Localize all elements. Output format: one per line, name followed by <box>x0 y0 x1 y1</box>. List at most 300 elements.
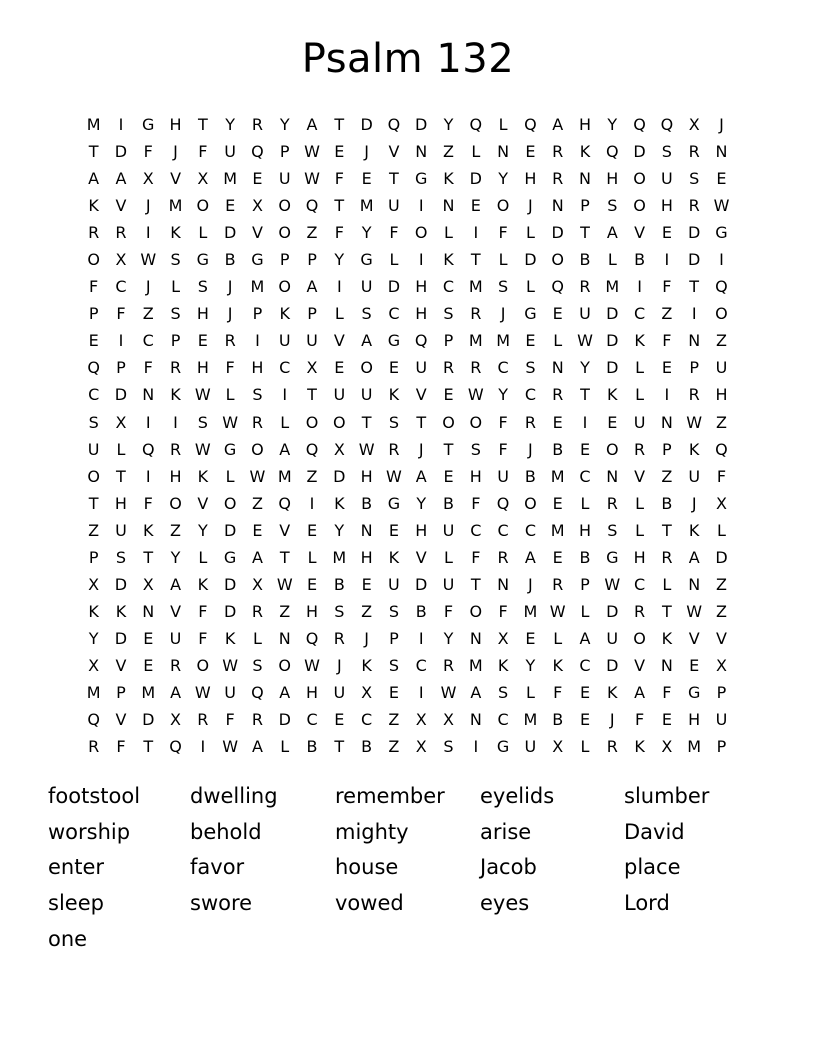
grid-cell-r7c18: Q <box>551 277 564 297</box>
grid-cell-r11c3: N <box>142 385 155 405</box>
grid-cell-r3c12: T <box>389 169 399 189</box>
grid-cell-r11c19: T <box>580 385 590 405</box>
grid-cell-r16c23: K <box>688 520 700 540</box>
grid-cell-r23c8: D <box>278 710 291 730</box>
grid-cell-r23c7: R <box>251 710 263 730</box>
grid-cell-r8c23: I <box>691 304 697 324</box>
grid-cell-r4c10: T <box>334 196 345 216</box>
grid-cell-r6c14: K <box>443 250 454 270</box>
grid-cell-r19c20: D <box>606 601 619 621</box>
grid-cell-r12c8: L <box>280 412 290 432</box>
grid-cell-r10c9: X <box>306 358 318 378</box>
grid-cell-r17c7: A <box>251 547 263 567</box>
grid-cell-r7c6: J <box>227 277 233 297</box>
grid-cell-r4c21: O <box>633 196 646 216</box>
word-list-item-favor: favor <box>190 855 245 880</box>
grid-cell-r12c18: E <box>552 412 563 432</box>
grid-cell-r2c11: J <box>364 142 369 162</box>
word-list-item-mighty: mighty <box>335 819 409 844</box>
grid-cell-r3c20: H <box>606 169 619 189</box>
grid-cell-r15c15: F <box>471 493 481 513</box>
grid-cell-r10c7: H <box>251 358 264 378</box>
word-list-column-5 <box>624 779 709 922</box>
grid-cell-r19c8: Z <box>279 601 291 621</box>
grid-cell-r12c22: N <box>660 412 673 432</box>
grid-cell-r15c13: Y <box>416 493 427 513</box>
grid-cell-r1c7: R <box>251 115 263 135</box>
grid-cell-r8c15: R <box>470 304 482 324</box>
grid-cell-r14c8: M <box>277 466 292 486</box>
grid-cell-r10c12: E <box>388 358 399 378</box>
grid-cell-r16c24: L <box>717 520 726 540</box>
grid-cell-r13c18: B <box>552 439 564 459</box>
grid-cell-r15c18: E <box>552 493 563 513</box>
grid-cell-r24c20: R <box>606 737 618 757</box>
grid-cell-r10c16: C <box>497 358 509 378</box>
grid-cell-r8c11: S <box>361 304 372 324</box>
grid-cell-r23c13: X <box>415 710 427 730</box>
grid-cell-r8c21: C <box>634 304 646 324</box>
grid-cell-r22c1: M <box>86 683 101 702</box>
grid-cell-r13c21: R <box>634 439 646 459</box>
grid-cell-r22c13: I <box>418 683 424 702</box>
grid-cell-r23c4: X <box>170 710 182 730</box>
grid-cell-r19c9: H <box>306 601 319 621</box>
grid-cell-r13c5: W <box>194 439 211 459</box>
grid-cell-r16c15: C <box>470 520 482 540</box>
grid-cell-r17c13: V <box>415 547 427 567</box>
grid-cell-r18c7: X <box>251 574 263 594</box>
grid-cell-r20c19: A <box>579 628 591 648</box>
grid-cell-r7c22: F <box>662 277 672 297</box>
grid-cell-r22c5: W <box>194 683 211 702</box>
grid-cell-r11c22: I <box>664 385 670 405</box>
grid-cell-r2c9: W <box>304 142 320 162</box>
grid-cell-r7c14: C <box>442 277 455 297</box>
grid-cell-r18c4: A <box>170 574 182 594</box>
grid-cell-r9c21: K <box>634 331 645 351</box>
word-list-item-david: David <box>624 819 685 844</box>
grid-cell-r8c22: Z <box>661 304 673 324</box>
grid-cell-r17c24: D <box>715 547 728 567</box>
grid-cell-r3c15: D <box>469 169 482 189</box>
grid-cell-r14c1: O <box>87 466 100 486</box>
grid-cell-r22c18: F <box>553 683 563 702</box>
grid-cell-r19c12: S <box>388 601 399 621</box>
grid-cell-r6c23: D <box>688 250 701 270</box>
grid-cell-r13c7: O <box>251 439 264 459</box>
grid-cell-r12c13: T <box>416 412 427 432</box>
grid-cell-r10c11: O <box>360 358 373 378</box>
grid-cell-r23c17: M <box>523 710 538 730</box>
grid-cell-r19c17: M <box>523 601 538 621</box>
grid-cell-r11c6: L <box>225 385 235 405</box>
grid-cell-r22c22: F <box>662 683 672 702</box>
grid-cell-r23c23: H <box>688 710 701 730</box>
grid-cell-r2c17: E <box>525 142 536 162</box>
grid-cell-r2c19: K <box>579 142 591 162</box>
grid-cell-r4c7: X <box>251 196 263 216</box>
grid-cell-r13c12: R <box>388 439 400 459</box>
grid-cell-r21c1: X <box>88 655 100 675</box>
grid-cell-r19c23: W <box>686 601 703 621</box>
grid-cell-r17c3: T <box>143 547 154 567</box>
grid-cell-r1c16: L <box>498 115 508 135</box>
grid-cell-r10c21: L <box>635 358 645 378</box>
grid-cell-r21c15: M <box>468 655 483 675</box>
grid-cell-r21c5: O <box>196 655 210 675</box>
grid-cell-r8c19: U <box>579 304 591 324</box>
grid-cell-r12c5: S <box>197 412 208 432</box>
grid-cell-r6c11: G <box>360 250 373 270</box>
grid-cell-r8c6: J <box>227 304 233 324</box>
grid-cell-r7c5: S <box>197 277 208 297</box>
grid-cell-r3c16: Y <box>498 169 508 189</box>
grid-cell-r6c18: O <box>551 250 564 270</box>
grid-cell-r13c14: T <box>443 439 454 459</box>
grid-cell-r22c15: A <box>470 683 482 702</box>
grid-cell-r23c10: E <box>334 710 345 730</box>
grid-cell-r2c6: U <box>224 142 236 162</box>
grid-cell-r7c7: M <box>250 277 265 297</box>
grid-cell-r14c10: D <box>333 466 346 486</box>
grid-cell-r1c9: A <box>306 115 318 135</box>
grid-cell-r7c17: L <box>525 277 535 297</box>
word-list-item-house: house <box>335 855 399 880</box>
grid-cell-r5c17: L <box>525 223 535 243</box>
grid-cell-r17c9: L <box>307 547 317 567</box>
grid-cell-r1c1: M <box>86 115 101 135</box>
grid-cell-r21c11: K <box>361 655 372 675</box>
grid-cell-r6c15: T <box>470 250 481 270</box>
grid-cell-r18c10: B <box>333 574 345 594</box>
grid-cell-r7c19: R <box>579 277 591 297</box>
grid-cell-r13c22: P <box>662 439 672 459</box>
word-list-item-behold: behold <box>190 819 262 844</box>
word-list-item-lord: Lord <box>624 891 670 916</box>
grid-cell-r6c4: S <box>170 250 181 270</box>
grid-cell-r15c8: Q <box>278 493 292 513</box>
word-list-item-sleep: sleep <box>48 891 104 916</box>
grid-cell-r19c10: S <box>334 601 345 621</box>
grid-cell-r5c1: R <box>88 223 100 243</box>
grid-cell-r18c15: T <box>470 574 481 594</box>
grid-cell-r6c8: P <box>279 250 290 270</box>
grid-cell-r3c3: X <box>142 169 154 189</box>
grid-cell-r16c1: Z <box>88 520 100 540</box>
grid-cell-r24c21: K <box>634 737 645 757</box>
grid-cell-r15c5: V <box>197 493 209 513</box>
grid-cell-r8c12: C <box>388 304 400 324</box>
grid-cell-r5c16: F <box>498 223 508 243</box>
grid-cell-r17c22: R <box>661 547 673 567</box>
grid-cell-r19c14: F <box>443 601 454 621</box>
grid-cell-r5c22: E <box>661 223 672 243</box>
grid-cell-r16c3: K <box>142 520 154 540</box>
grid-cell-r18c11: E <box>361 574 372 594</box>
grid-cell-r1c2: I <box>118 115 124 135</box>
grid-cell-r16c16: C <box>497 520 509 540</box>
grid-cell-r2c18: R <box>552 142 564 162</box>
grid-cell-r23c15: N <box>469 710 482 730</box>
grid-cell-r18c22: L <box>662 574 672 594</box>
grid-cell-r8c10: L <box>334 304 344 324</box>
grid-cell-r11c7: S <box>252 385 263 405</box>
grid-cell-r2c22: S <box>661 142 672 162</box>
grid-cell-r1c10: T <box>334 115 345 135</box>
grid-cell-r3c14: K <box>443 169 454 189</box>
word-list-column-1 <box>48 779 140 957</box>
grid-cell-r2c4: J <box>173 142 178 162</box>
grid-cell-r23c6: F <box>225 710 235 730</box>
grid-cell-r11c5: W <box>194 385 211 405</box>
grid-cell-r12c24: Z <box>715 412 727 432</box>
grid-cell-r22c20: K <box>607 683 618 702</box>
grid-cell-r13c8: A <box>279 439 291 459</box>
grid-cell-r20c1: Y <box>88 628 99 648</box>
grid-cell-r12c17: R <box>524 412 536 432</box>
grid-cell-r13c24: Q <box>715 439 728 459</box>
grid-cell-r21c21: V <box>634 655 646 675</box>
grid-cell-r4c16: O <box>496 196 510 216</box>
grid-cell-r24c10: T <box>334 737 345 757</box>
grid-cell-r18c13: D <box>415 574 428 594</box>
grid-cell-r1c12: Q <box>387 115 401 135</box>
grid-cell-r24c13: X <box>415 737 427 757</box>
grid-cell-r21c18: K <box>552 655 563 675</box>
grid-cell-r3c5: X <box>197 169 209 189</box>
grid-cell-r19c6: D <box>223 601 237 621</box>
grid-cell-r9c24: Z <box>715 331 727 351</box>
grid-cell-r5c13: O <box>414 223 428 243</box>
grid-cell-r19c7: R <box>251 601 263 621</box>
grid-cell-r9c10: V <box>333 331 345 351</box>
word-list-column-3 <box>335 779 445 922</box>
grid-cell-r17c6: G <box>223 547 237 567</box>
grid-cell-r20c3: E <box>143 628 154 648</box>
grid-cell-r18c2: D <box>114 574 128 594</box>
grid-cell-r1c22: Q <box>660 115 674 135</box>
grid-cell-r9c2: I <box>118 331 124 351</box>
grid-cell-r1c23: X <box>688 115 700 135</box>
grid-cell-r22c23: G <box>687 683 701 702</box>
grid-cell-r17c11: H <box>360 547 373 567</box>
grid-cell-r24c15: I <box>473 737 479 757</box>
grid-cell-r1c17: Q <box>524 115 537 135</box>
grid-cell-r14c14: E <box>443 466 454 486</box>
grid-cell-r8c1: P <box>88 304 99 324</box>
grid-cell-r16c18: M <box>550 520 565 540</box>
grid-cell-r16c21: L <box>635 520 645 540</box>
grid-cell-r13c2: L <box>116 439 126 459</box>
grid-cell-r14c24: F <box>716 466 727 486</box>
grid-cell-r6c17: D <box>524 250 537 270</box>
grid-cell-r17c18: E <box>552 547 563 567</box>
grid-cell-r7c23: T <box>689 277 700 297</box>
grid-cell-r4c14: N <box>442 196 455 216</box>
grid-cell-r3c17: H <box>524 169 537 189</box>
grid-cell-r18c1: X <box>88 574 100 594</box>
grid-cell-r20c8: N <box>278 628 291 648</box>
grid-cell-r20c17: E <box>525 628 536 648</box>
grid-cell-r11c4: K <box>170 385 181 405</box>
grid-cell-r5c20: A <box>606 223 618 243</box>
grid-cell-r5c6: D <box>223 223 237 243</box>
grid-cell-r9c12: G <box>387 331 401 351</box>
grid-cell-r11c16: Y <box>498 385 508 405</box>
grid-cell-r10c23: P <box>689 358 699 378</box>
grid-cell-r2c8: P <box>279 142 290 162</box>
grid-cell-r14c3: I <box>145 466 151 486</box>
grid-cell-r15c14: B <box>443 493 454 513</box>
grid-cell-r3c11: E <box>361 169 372 189</box>
grid-cell-r9c18: L <box>553 331 563 351</box>
grid-cell-r13c13: J <box>418 439 424 459</box>
grid-cell-r3c10: F <box>334 169 344 189</box>
grid-cell-r12c10: O <box>333 412 346 432</box>
grid-cell-r15c7: Z <box>251 493 263 513</box>
grid-cell-r24c1: R <box>88 737 100 757</box>
grid-cell-r15c23: J <box>691 493 697 513</box>
word-list-item-enter: enter <box>48 855 105 880</box>
grid-cell-r14c6: L <box>225 466 235 486</box>
grid-cell-r14c2: T <box>116 466 126 486</box>
grid-cell-r5c7: V <box>251 223 263 243</box>
grid-cell-r14c15: H <box>469 466 482 486</box>
grid-cell-r11c2: D <box>114 385 128 405</box>
grid-cell-r3c7: E <box>252 169 263 189</box>
grid-cell-r22c7: Q <box>251 683 264 702</box>
grid-cell-r6c22: I <box>664 250 670 270</box>
word-list-item-slumber: slumber <box>624 784 710 808</box>
grid-cell-r24c3: T <box>143 737 154 757</box>
grid-cell-r13c11: W <box>358 439 375 459</box>
grid-cell-r18c24: Z <box>715 574 727 594</box>
grid-cell-r1c11: D <box>360 115 373 135</box>
grid-cell-r23c22: E <box>661 710 672 730</box>
grid-cell-r18c9: E <box>306 574 318 594</box>
grid-cell-r5c5: L <box>198 223 208 243</box>
grid-cell-r20c13: I <box>418 628 424 648</box>
grid-cell-r20c18: L <box>553 628 563 648</box>
grid-cell-r2c20: Q <box>605 142 619 162</box>
grid-cell-r18c20: W <box>604 574 621 594</box>
grid-cell-r3c13: G <box>415 169 428 189</box>
grid-cell-r3c21: O <box>633 169 646 189</box>
grid-cell-r15c22: B <box>661 493 673 513</box>
grid-cell-r22c10: U <box>333 683 346 702</box>
grid-cell-r4c1: K <box>88 196 99 216</box>
word-list-item-dwelling: dwelling <box>190 784 278 808</box>
grid-cell-r17c17: A <box>524 547 536 567</box>
grid-cell-r23c16: C <box>497 710 509 730</box>
grid-cell-r14c18: M <box>550 466 565 486</box>
grid-cell-r9c4: P <box>170 331 181 351</box>
grid-cell-r9c23: N <box>688 331 701 351</box>
grid-cell-r12c11: T <box>361 412 372 432</box>
grid-cell-r22c24: P <box>716 683 727 702</box>
grid-cell-r6c16: L <box>498 250 508 270</box>
grid-cell-r21c6: W <box>222 655 239 675</box>
grid-cell-r10c3: F <box>143 358 153 378</box>
grid-cell-r18c8: W <box>276 574 293 594</box>
grid-cell-r10c14: R <box>442 358 455 378</box>
grid-cell-r8c14: S <box>443 304 454 324</box>
grid-cell-r5c4: K <box>170 223 181 243</box>
grid-cell-r5c23: D <box>688 223 701 243</box>
grid-cell-r22c4: A <box>170 683 182 702</box>
grid-cell-r20c11: J <box>364 628 369 648</box>
grid-cell-r22c8: A <box>279 683 291 702</box>
word-list-item-eyes: eyes <box>480 891 530 916</box>
grid-cell-r11c20: K <box>607 385 618 405</box>
grid-cell-r9c5: E <box>197 331 208 351</box>
grid-cell-r13c9: Q <box>305 439 319 459</box>
grid-cell-r24c4: Q <box>169 737 182 757</box>
grid-cell-r4c9: Q <box>305 196 319 216</box>
grid-cell-r14c22: Z <box>661 466 673 486</box>
grid-cell-r21c12: S <box>388 655 399 675</box>
grid-cell-r12c20: E <box>607 412 618 432</box>
grid-cell-r8c17: G <box>524 304 537 324</box>
grid-cell-r7c3: J <box>145 277 151 297</box>
grid-cell-r3c22: U <box>661 169 673 189</box>
grid-cell-r15c4: O <box>169 493 182 513</box>
grid-cell-r17c12: K <box>388 547 400 567</box>
grid-cell-r15c9: I <box>309 493 315 513</box>
grid-cell-r1c24: J <box>719 115 724 135</box>
grid-cell-r10c2: P <box>116 358 126 378</box>
grid-cell-r19c4: V <box>170 601 182 621</box>
grid-cell-r9c1: E <box>88 331 99 351</box>
grid-cell-r15c19: L <box>580 493 590 513</box>
grid-cell-r15c17: O <box>524 493 537 513</box>
grid-cell-r15c24: X <box>715 493 727 513</box>
grid-cell-r19c13: B <box>415 601 427 621</box>
grid-cell-r13c1: U <box>87 439 100 459</box>
grid-cell-r10c10: E <box>334 358 345 378</box>
grid-cell-r8c7: P <box>252 304 263 324</box>
grid-cell-r21c22: N <box>660 655 673 675</box>
grid-cell-r14c5: K <box>197 466 209 486</box>
grid-cell-r4c12: U <box>388 196 400 216</box>
grid-cell-r11c12: K <box>388 385 400 405</box>
grid-cell-r19c15: O <box>469 601 483 621</box>
grid-cell-r24c11: B <box>361 737 373 757</box>
grid-cell-r10c5: H <box>196 358 209 378</box>
grid-cell-r24c16: G <box>496 737 510 757</box>
grid-cell-r13c6: G <box>223 439 237 459</box>
grid-cell-r11c10: U <box>333 385 346 405</box>
grid-cell-r1c5: T <box>197 115 208 135</box>
grid-cell-r20c23: V <box>688 628 700 648</box>
grid-cell-r7c2: C <box>115 277 127 297</box>
grid-cell-r6c9: P <box>307 250 317 270</box>
grid-cell-r8c16: J <box>500 304 506 324</box>
grid-cell-r22c2: P <box>116 683 126 702</box>
grid-cell-r15c16: Q <box>496 493 510 513</box>
grid-cell-r2c10: E <box>334 142 345 162</box>
grid-cell-r21c24: X <box>715 655 727 675</box>
grid-cell-r19c2: K <box>115 601 127 621</box>
grid-cell-r20c21: O <box>633 628 646 648</box>
grid-cell-r8c24: O <box>715 304 728 324</box>
grid-cell-r7c15: M <box>468 277 483 297</box>
grid-cell-r5c21: V <box>634 223 646 243</box>
grid-cell-r23c21: F <box>634 710 645 730</box>
grid-cell-r22c6: U <box>224 683 236 702</box>
grid-cell-r7c4: L <box>171 277 180 297</box>
